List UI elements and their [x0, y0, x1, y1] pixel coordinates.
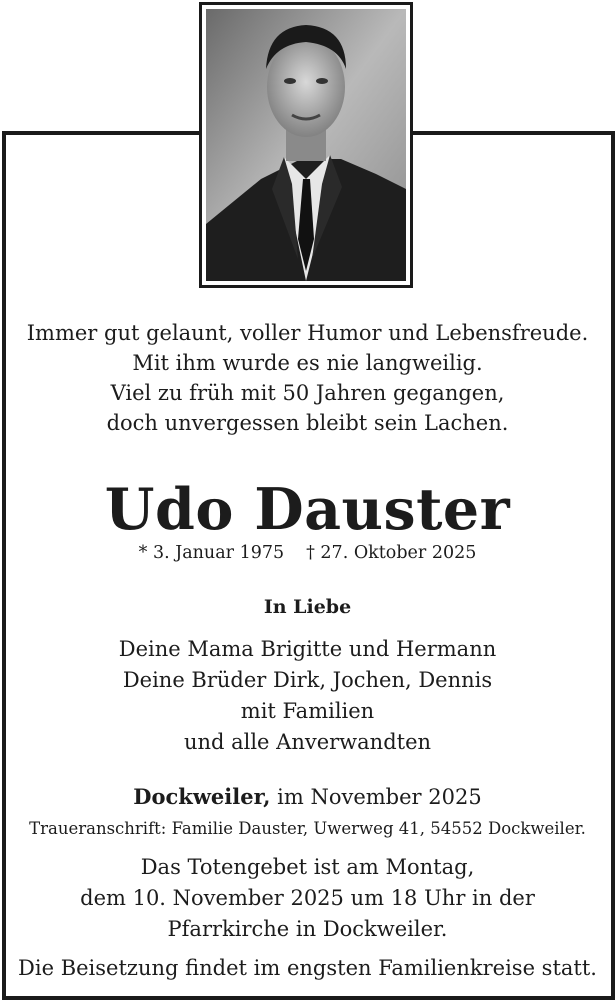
poem-line: Immer gut gelaunt, voller Humor und Lebensfreude.	[26, 321, 589, 345]
funeral-notice: Die Beisetzung findet im engsten Familienkreise statt.	[18, 956, 597, 980]
prayer-line: Pfarrkirche in Dockweiler.	[167, 917, 448, 941]
mourner-line: mit Familien	[240, 699, 375, 723]
in-liebe-heading: In Liebe	[263, 596, 352, 618]
poem-line: doch unvergessen bleibt sein Lachen.	[106, 411, 509, 435]
place-date: im November 2025	[277, 785, 482, 809]
prayer-notice	[0, 852, 615, 945]
place-date-line	[0, 784, 615, 809]
mourner-line: und alle Anverwandten	[183, 730, 432, 754]
prayer-line: dem 10. November 2025 um 18 Uhr in der	[80, 886, 535, 910]
mourner-line: Deine Mama Brigitte und Hermann	[118, 637, 497, 661]
prayer-line: Das Totengebet ist am Montag,	[140, 855, 475, 879]
deceased-name: Udo Dauster	[104, 476, 511, 543]
life-dates	[0, 543, 615, 563]
birth-date: * 3. Januar 1975	[138, 543, 285, 563]
poem-text	[0, 318, 615, 438]
mourners-list	[0, 634, 615, 758]
poem-line: Mit ihm wurde es nie langweilig.	[132, 351, 483, 375]
poem-line: Viel zu früh mit 50 Jahren gegangen,	[110, 381, 505, 405]
place-town: Dockweiler,	[133, 784, 271, 809]
portrait-photo	[199, 2, 413, 288]
mourner-line: Deine Brüder Dirk, Jochen, Dennis	[122, 668, 493, 692]
death-date: † 27. Oktober 2025	[306, 543, 477, 563]
mourning-address: Traueranschrift: Familie Dauster, Uwerweg 41, 54552 Dockweiler.	[29, 819, 586, 838]
